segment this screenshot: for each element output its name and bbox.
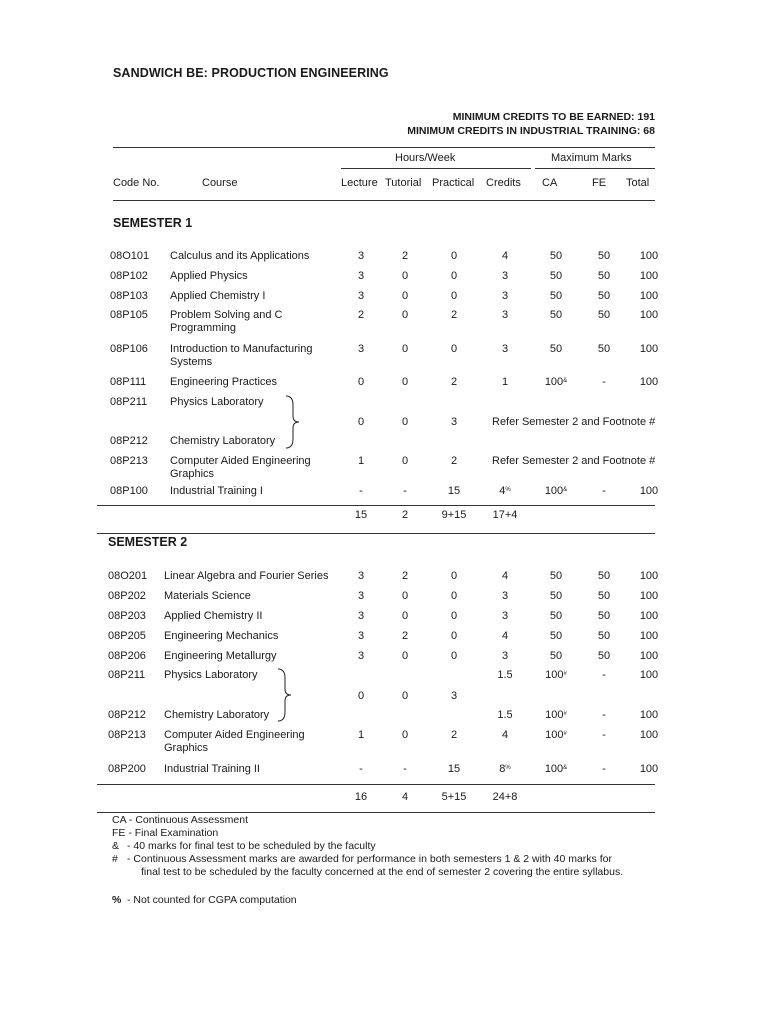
- lab-group-lecture: 0: [357, 416, 365, 428]
- semester-2-title: SEMESTER 2: [108, 535, 188, 549]
- lab-group-lecture: 0: [357, 690, 365, 702]
- row-course: Industrial Training II: [164, 763, 260, 775]
- row-fe: 50: [597, 630, 611, 642]
- row-ca-cell: [538, 250, 574, 263]
- row-code: 08P213: [108, 729, 146, 741]
- row-total: 100: [639, 290, 659, 302]
- hours-week-header: Hours/Week: [395, 152, 456, 164]
- row-ca: 50: [549, 570, 563, 582]
- sem2-total-lecture: 16: [354, 791, 368, 803]
- row-tutorial: 0: [401, 270, 409, 282]
- row-code: 08P211: [110, 396, 148, 408]
- row-ca-cell: [538, 343, 574, 356]
- tutorial-header: Tutorial: [385, 177, 422, 189]
- row-credits-cell: [485, 763, 525, 776]
- row-credits: 3: [501, 270, 509, 282]
- row-ca: 50: [549, 290, 563, 302]
- row-practical: 2: [450, 729, 458, 741]
- row-fe: 50: [597, 343, 611, 355]
- sem1-total-practical: 9+15: [441, 509, 467, 521]
- footnote-hash-symbol: #: [112, 853, 118, 865]
- row-total: 100: [639, 729, 659, 741]
- row-credits: 3: [501, 343, 509, 355]
- row-credits-cell: [485, 630, 525, 643]
- row-fe: 50: [597, 570, 611, 582]
- ca-header: CA: [542, 177, 558, 189]
- row-code: 08P211: [108, 669, 146, 681]
- row-tutorial: 0: [401, 290, 409, 302]
- row-practical: 0: [450, 590, 458, 602]
- row-lecture: 1: [357, 455, 365, 467]
- row-total: 100: [639, 485, 659, 497]
- row-credits: 1.5: [497, 709, 513, 721]
- row-fe: 50: [597, 650, 611, 662]
- row-total: 100: [639, 630, 659, 642]
- row-ca-cell: [538, 570, 574, 583]
- row-total: 100: [639, 376, 659, 388]
- row-tutorial: 0: [401, 729, 409, 741]
- row-tutorial: 2: [401, 570, 409, 582]
- row-code: 08P212: [108, 709, 146, 721]
- row-code: 08P200: [108, 763, 146, 775]
- row-lecture: 0: [357, 376, 365, 388]
- row-code: 08O101: [110, 250, 150, 262]
- code-header: Code No.: [113, 177, 160, 189]
- row-fe: -: [602, 709, 606, 721]
- row-ca-cell: [538, 630, 574, 643]
- row-fe: 50: [597, 290, 611, 302]
- row-credits-cell: [485, 309, 525, 322]
- row-credits: 1.5: [497, 669, 513, 681]
- row-ca-cell: [538, 729, 574, 742]
- row-course: Linear Algebra and Fourier Series: [164, 570, 329, 582]
- footnote-fe: FE - Final Examination: [112, 827, 219, 839]
- row-lecture: 3: [357, 590, 365, 602]
- row-practical: 0: [450, 270, 458, 282]
- row-code: 08P205: [108, 630, 146, 642]
- lab-group-tutorial: 0: [401, 690, 409, 702]
- row-lecture: -: [359, 763, 363, 775]
- row-ca: 50: [549, 590, 563, 602]
- row-credits-cell: [485, 570, 525, 583]
- header-bottom-rule: [113, 200, 655, 201]
- row-total: 100: [639, 570, 659, 582]
- row-refer: Refer Semester 2 and Footnote #: [492, 455, 656, 467]
- semester-1-lab-brace: [284, 395, 302, 449]
- row-course: Systems: [170, 356, 213, 368]
- row-course: Graphics: [170, 468, 215, 480]
- row-lecture: 2: [357, 309, 365, 321]
- row-credits: 3: [501, 290, 509, 302]
- row-lecture: 1: [357, 729, 365, 741]
- lab-group-practical: 3: [450, 690, 458, 702]
- row-credits: 4: [501, 250, 509, 262]
- row-ca-cell: [538, 270, 574, 283]
- row-practical: 0: [450, 570, 458, 582]
- semester-2-bottom-rule: [97, 812, 655, 813]
- row-code: 08P213: [110, 455, 148, 467]
- row-total: 100: [639, 669, 659, 681]
- row-practical: 2: [450, 376, 458, 388]
- row-lecture: 3: [357, 650, 365, 662]
- row-total: 100: [639, 610, 659, 622]
- row-credits-cell: [485, 343, 525, 356]
- row-credits-cell: [485, 250, 525, 263]
- row-code: 08P102: [110, 270, 148, 282]
- row-code: 08P212: [110, 435, 148, 447]
- row-lecture: 3: [357, 270, 365, 282]
- row-ca: 50: [549, 610, 563, 622]
- row-ca-cell: [538, 376, 574, 389]
- practical-header: Practical: [432, 177, 475, 189]
- row-tutorial: 0: [401, 610, 409, 622]
- row-course: Programming: [170, 322, 237, 334]
- footnote-amp-symbol: &: [112, 840, 120, 852]
- row-credits: 4: [501, 729, 509, 741]
- fe-header: FE: [592, 177, 607, 189]
- row-ca-cell: [538, 485, 574, 498]
- row-code: 08P100: [110, 485, 148, 497]
- row-code: 08P202: [108, 590, 146, 602]
- row-practical: 0: [450, 610, 458, 622]
- semester-2-lab-brace: [276, 668, 294, 722]
- row-ca: 50: [549, 270, 563, 282]
- row-credits: 4: [501, 630, 509, 642]
- row-ca: 100: [544, 485, 564, 497]
- row-total: 100: [639, 343, 659, 355]
- row-ca: 50: [549, 343, 563, 355]
- row-total: 100: [639, 250, 659, 262]
- credits-header: Credits: [486, 177, 521, 189]
- lecture-header: Lecture: [341, 177, 378, 189]
- sem1-total-credits: 17+4: [492, 509, 518, 521]
- row-code: 08P206: [108, 650, 146, 662]
- row-total: 100: [639, 650, 659, 662]
- row-lecture: 3: [357, 250, 365, 262]
- row-ca: 100: [544, 763, 564, 775]
- footnote-marker: #: [563, 711, 567, 717]
- row-credits: 3: [501, 610, 509, 622]
- row-credits: 3: [501, 309, 509, 321]
- row-course: Applied Chemistry I: [170, 290, 266, 302]
- row-fe: -: [602, 729, 606, 741]
- sem2-total-tutorial: 4: [401, 791, 409, 803]
- row-tutorial: 2: [401, 630, 409, 642]
- footnote-pct: - Not counted for CGPA computation: [127, 894, 297, 906]
- row-tutorial: 0: [401, 309, 409, 321]
- footnote-marker: &: [563, 378, 568, 384]
- footnote-marker: %: [505, 487, 511, 493]
- row-credits: 3: [501, 650, 509, 662]
- row-course: Chemistry Laboratory: [164, 709, 270, 721]
- row-lecture: 3: [357, 570, 365, 582]
- row-credits: 3: [501, 590, 509, 602]
- row-fe: 50: [597, 590, 611, 602]
- row-course: Applied Chemistry II: [164, 610, 263, 622]
- row-ca-cell: [538, 669, 574, 682]
- row-ca: 50: [549, 630, 563, 642]
- row-credits-cell: [485, 485, 525, 498]
- footnote-pct-symbol: %: [112, 894, 122, 906]
- row-lecture: 3: [357, 630, 365, 642]
- row-tutorial: 0: [401, 343, 409, 355]
- semester-1-total-rule: [97, 505, 655, 506]
- lab-group-tutorial: 0: [401, 416, 409, 428]
- semester-1-bottom-rule: [97, 533, 655, 534]
- row-course: Graphics: [164, 742, 209, 754]
- row-code: 08O201: [108, 570, 148, 582]
- row-ca-cell: [538, 290, 574, 303]
- row-course: Chemistry Laboratory: [170, 435, 276, 447]
- row-practical: 2: [450, 455, 458, 467]
- row-fe: -: [602, 669, 606, 681]
- row-total: 100: [639, 709, 659, 721]
- row-course: Physics Laboratory: [170, 396, 264, 408]
- row-fe: -: [602, 485, 606, 497]
- row-code: 08P105: [110, 309, 148, 321]
- row-ca: 100: [545, 669, 564, 681]
- row-practical: 0: [450, 650, 458, 662]
- min-credits: MINIMUM CREDITS TO BE EARNED: 191: [452, 111, 655, 123]
- row-credits-cell: [485, 729, 525, 742]
- row-course: Applied Physics: [170, 270, 248, 282]
- row-tutorial: 0: [401, 376, 409, 388]
- footnote-marker: &: [563, 765, 568, 771]
- marks-underline: [535, 168, 655, 169]
- sem1-total-tutorial: 2: [401, 509, 409, 521]
- row-tutorial: -: [403, 763, 407, 775]
- sem2-total-credits: 24+8: [492, 791, 518, 803]
- row-course: Introduction to Manufacturing: [170, 343, 313, 355]
- row-ca: 100: [544, 376, 564, 388]
- row-lecture: -: [359, 485, 363, 497]
- row-ca-cell: [538, 610, 574, 623]
- row-code: 08P203: [108, 610, 146, 622]
- row-credits: 4: [501, 570, 509, 582]
- row-total: 100: [639, 763, 659, 775]
- row-practical: 0: [450, 343, 458, 355]
- row-total: 100: [639, 270, 659, 282]
- row-lecture: 3: [357, 343, 365, 355]
- row-credits-cell: [485, 709, 525, 722]
- semester-2-total-rule: [97, 784, 655, 785]
- footnote-ca: CA - Continuous Assessment: [112, 814, 248, 826]
- row-tutorial: 2: [401, 250, 409, 262]
- footnote-marker: &: [563, 487, 568, 493]
- row-code: 08P106: [110, 343, 148, 355]
- row-fe: 50: [597, 270, 611, 282]
- row-practical: 0: [450, 290, 458, 302]
- semester-1-title: SEMESTER 1: [113, 216, 193, 230]
- row-practical: 0: [450, 250, 458, 262]
- row-practical: 0: [450, 630, 458, 642]
- row-ca: 100: [545, 729, 564, 741]
- footnote-amp: - 40 marks for final test to be scheduled by the faculty: [127, 840, 376, 852]
- row-ca: 100: [545, 709, 564, 721]
- row-fe: 50: [597, 250, 611, 262]
- row-ca: 50: [549, 650, 563, 662]
- row-course: Computer Aided Engineering: [164, 729, 305, 741]
- row-credits: 8: [499, 763, 506, 775]
- row-code: 08P111: [110, 376, 147, 388]
- row-credits-cell: [485, 376, 525, 389]
- row-fe: 50: [597, 610, 611, 622]
- row-course: Materials Science: [164, 590, 251, 602]
- row-code: 08P103: [110, 290, 148, 302]
- row-credits: 1: [501, 376, 509, 388]
- total-header: Total: [626, 177, 650, 189]
- footnote-marker: #: [563, 671, 567, 677]
- row-credits-cell: [485, 270, 525, 283]
- row-ca: 50: [549, 309, 563, 321]
- footnote-hash-line2: final test to be scheduled by the faculty concerned at the end of semester 2 covering the entire syllabus.: [141, 866, 624, 878]
- row-course: Computer Aided Engineering: [170, 455, 311, 467]
- row-credits-cell: [485, 290, 525, 303]
- row-course: Engineering Practices: [170, 376, 278, 388]
- row-tutorial: 0: [401, 650, 409, 662]
- row-credits-cell: [485, 590, 525, 603]
- footnote-marker: #: [563, 731, 567, 737]
- row-ca-cell: [538, 763, 574, 776]
- row-course: Calculus and its Applications: [170, 250, 310, 262]
- row-total: 100: [639, 590, 659, 602]
- row-credits-cell: [485, 610, 525, 623]
- max-marks-header: Maximum Marks: [551, 152, 632, 164]
- row-ca-cell: [538, 590, 574, 603]
- row-ca: 50: [549, 250, 563, 262]
- row-course: Engineering Mechanics: [164, 630, 279, 642]
- row-tutorial: 0: [401, 590, 409, 602]
- page-title: SANDWICH BE: PRODUCTION ENGINEERING: [113, 66, 389, 80]
- lab-group-refer: Refer Semester 2 and Footnote #: [492, 416, 656, 428]
- row-fe: 50: [597, 309, 611, 321]
- row-ca-cell: [538, 709, 574, 722]
- lab-group-practical: 3: [450, 416, 458, 428]
- row-course: Industrial Training I: [170, 485, 263, 497]
- row-course: Problem Solving and C: [170, 309, 283, 321]
- row-credits-cell: [485, 669, 525, 682]
- hours-underline: [341, 168, 531, 169]
- row-fe: -: [602, 763, 606, 775]
- row-practical: 15: [447, 763, 461, 775]
- header-top-rule: [113, 147, 655, 148]
- row-practical: 2: [450, 309, 458, 321]
- row-total: 100: [639, 309, 659, 321]
- row-credits-cell: [485, 650, 525, 663]
- footnote-hash-line1: - Continuous Assessment marks are awarded for performance in both semesters 1 & 2 with 40 marks for: [127, 853, 612, 865]
- row-lecture: 3: [357, 290, 365, 302]
- row-ca-cell: [538, 650, 574, 663]
- row-lecture: 3: [357, 610, 365, 622]
- row-tutorial: -: [403, 485, 407, 497]
- row-ca-cell: [538, 309, 574, 322]
- row-practical: 15: [447, 485, 461, 497]
- course-header: Course: [202, 177, 238, 189]
- row-course: Engineering Metallurgy: [164, 650, 277, 662]
- row-credits: 4: [499, 485, 506, 497]
- footnote-marker: %: [505, 765, 511, 771]
- row-tutorial: 0: [401, 455, 409, 467]
- sem2-total-practical: 5+15: [441, 791, 467, 803]
- sem1-total-lecture: 15: [354, 509, 368, 521]
- min-industrial-credits: MINIMUM CREDITS IN INDUSTRIAL TRAINING: 68: [407, 125, 655, 137]
- row-course: Physics Laboratory: [164, 669, 258, 681]
- row-fe: -: [602, 376, 606, 388]
